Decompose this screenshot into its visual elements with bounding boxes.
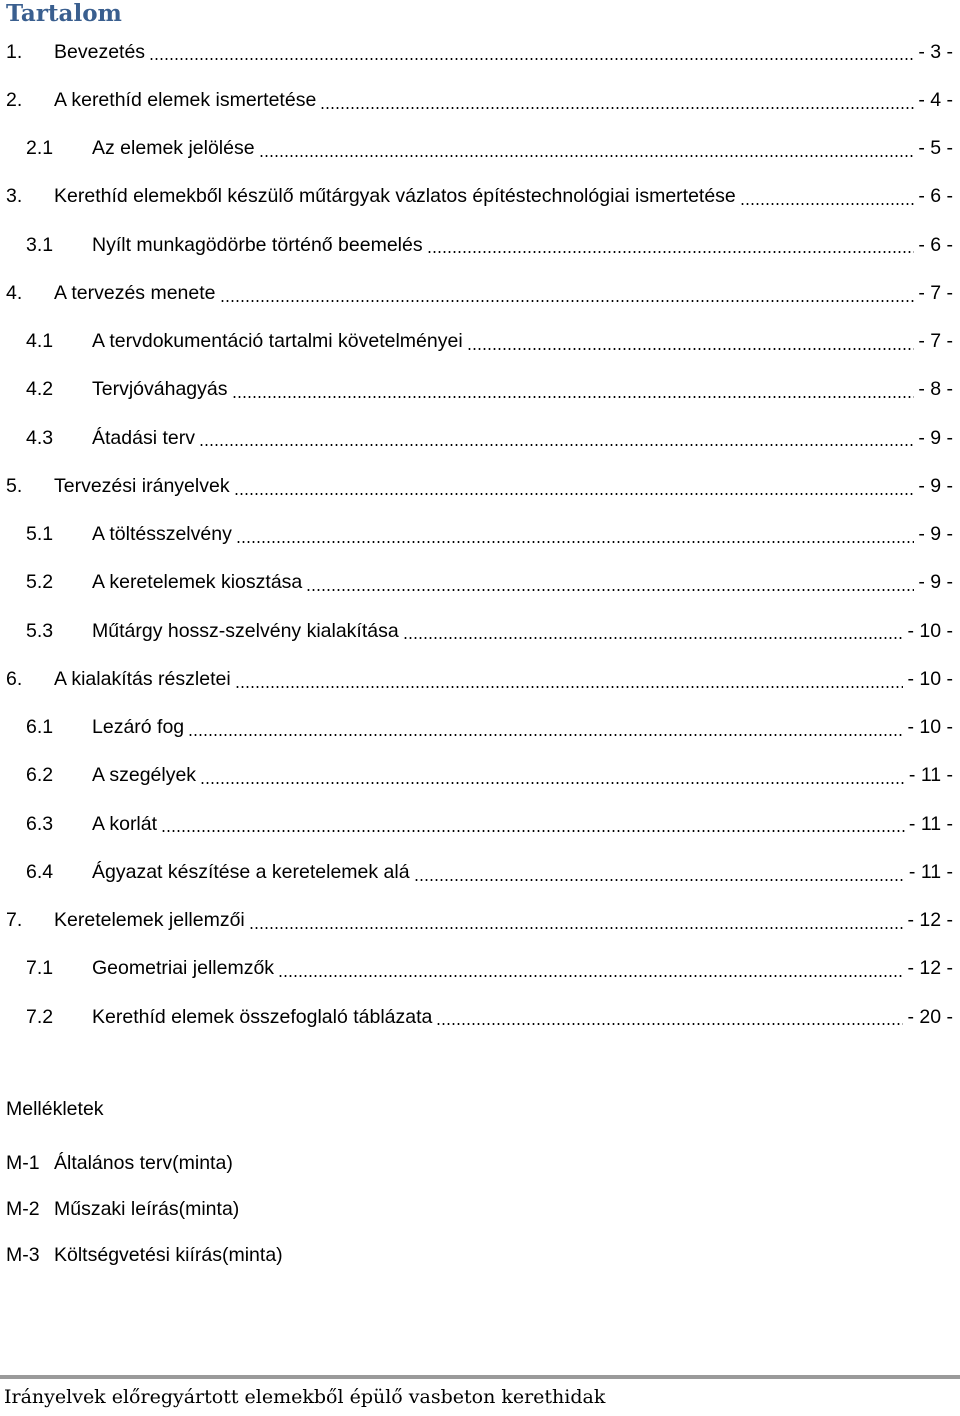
toc-entry[interactable] xyxy=(0,897,960,945)
toc-entry-number: 5.2 xyxy=(26,571,54,594)
toc-entry-number: 7.2 xyxy=(26,1005,54,1028)
toc-dot-leader xyxy=(235,670,904,690)
toc-entry-label: A kialakítás részletei xyxy=(54,667,231,690)
appendix-title: Mellékletek xyxy=(6,1098,104,1120)
toc-entry[interactable] xyxy=(0,511,960,559)
appendix-item xyxy=(6,1232,283,1278)
toc-entry-page: - 4 - xyxy=(918,88,953,111)
toc-entry-label: Nyílt munkagödörbe történő beemelés xyxy=(92,233,423,256)
toc-entry[interactable] xyxy=(0,993,960,1041)
footer-rule xyxy=(0,1375,960,1379)
appendix-item-label: Költségvetési kiírás(minta) xyxy=(54,1243,283,1266)
toc-entry[interactable] xyxy=(0,462,960,510)
toc-entry[interactable] xyxy=(0,269,960,317)
toc-entry-page: - 10 - xyxy=(907,619,953,642)
toc-entry-label: Geometriai jellemzők xyxy=(92,957,275,980)
toc-entry[interactable] xyxy=(0,318,960,366)
toc-entry-page: - 9 - xyxy=(918,523,953,546)
toc-entry-number: 6.4 xyxy=(26,860,54,883)
toc-dot-leader xyxy=(161,814,905,834)
toc-entry-page: - 12 - xyxy=(907,957,953,980)
toc-dot-leader xyxy=(467,332,915,352)
toc-entry-page: - 11 - xyxy=(908,764,953,787)
toc-entry-label: Tervezési irányelvek xyxy=(54,474,230,497)
toc-entry-page: - 6 - xyxy=(918,233,953,256)
appendix-item-code: M-3 xyxy=(6,1243,40,1266)
toc-entry-page: - 11 - xyxy=(908,812,953,835)
toc-dot-leader xyxy=(740,187,915,207)
appendix-item-label: Műszaki leírás(minta) xyxy=(54,1197,240,1220)
appendix-item xyxy=(6,1186,283,1232)
toc-entry[interactable] xyxy=(0,414,960,462)
toc-entry-label: Keretelemek jellemzői xyxy=(54,909,245,932)
toc-entry-page: - 12 - xyxy=(907,909,953,932)
appendix-item xyxy=(6,1140,283,1186)
toc-entry-label: Bevezetés xyxy=(54,40,146,63)
appendix-item-label: Általános terv(minta) xyxy=(54,1151,233,1174)
toc-entry[interactable] xyxy=(0,221,960,269)
toc-entry-number: 4. xyxy=(6,281,23,304)
toc-dot-leader xyxy=(414,863,905,883)
toc-entry-label: Lezáró fog xyxy=(92,716,185,739)
toc-entry-number: 2.1 xyxy=(26,137,54,160)
toc-title: Tartalom xyxy=(6,0,122,27)
toc-dot-leader xyxy=(149,42,914,62)
toc-entry[interactable] xyxy=(0,607,960,655)
toc-entry-label: A tervdokumentáció tartalmi követelményei xyxy=(92,330,463,353)
toc-dot-leader xyxy=(200,766,905,786)
toc-entry-label: Kerethíd elemek összefoglaló táblázata xyxy=(92,1005,433,1028)
toc-entry-number: 7.1 xyxy=(26,957,54,980)
toc-dot-leader xyxy=(436,1007,903,1027)
toc-entry-number: 1. xyxy=(6,40,23,63)
toc-dot-leader xyxy=(199,428,914,448)
toc-entry[interactable] xyxy=(0,800,960,848)
toc-entry-page: - 7 - xyxy=(918,281,953,304)
toc-entry-label: A korlát xyxy=(92,812,158,835)
toc-entry-number: 3. xyxy=(6,185,23,208)
toc-dot-leader xyxy=(320,91,914,111)
toc-entry[interactable] xyxy=(0,559,960,607)
toc-entry-label: Ágyazat készítése a keretelemek alá xyxy=(92,860,410,883)
toc-dot-leader xyxy=(306,573,914,593)
toc-entry-number: 4.3 xyxy=(26,426,54,449)
toc-dot-leader xyxy=(220,284,915,304)
toc-entry[interactable] xyxy=(0,173,960,221)
toc-entry-label: Az elemek jelölése xyxy=(92,137,255,160)
toc-entry-page: - 5 - xyxy=(918,137,953,160)
toc-entry[interactable] xyxy=(0,366,960,414)
toc-entry-label: A kerethíd elemek ismertetése xyxy=(54,88,317,111)
toc-entry-label: Műtárgy hossz-szelvény kialakítása xyxy=(92,619,399,642)
toc-entry-label: Átadási terv xyxy=(92,426,195,449)
toc-entry[interactable] xyxy=(0,848,960,896)
toc-dot-leader xyxy=(249,911,904,931)
toc-entry[interactable] xyxy=(0,28,960,76)
toc-entry[interactable] xyxy=(0,752,960,800)
toc-entry-number: 3.1 xyxy=(26,233,54,256)
toc-entry-page: - 6 - xyxy=(918,185,953,208)
toc-dot-leader xyxy=(259,139,915,159)
toc-dot-leader xyxy=(234,477,915,497)
appendix-item-code: M-2 xyxy=(6,1197,40,1220)
toc-dot-leader xyxy=(403,621,904,641)
toc-entry-number: 6.3 xyxy=(26,812,54,835)
toc-entry-label: A szegélyek xyxy=(92,764,197,787)
toc-entry-number: 5. xyxy=(6,474,23,497)
toc-entry-page: - 10 - xyxy=(907,716,953,739)
toc-entry-number: 2. xyxy=(6,88,23,111)
toc-entry[interactable] xyxy=(0,125,960,173)
toc-entry-label: A keretelemek kiosztása xyxy=(92,571,303,594)
toc-dot-leader xyxy=(232,380,915,400)
appendix-list xyxy=(6,1140,283,1278)
toc-entry-label: A töltésszelvény xyxy=(92,523,232,546)
toc-entry-number: 6. xyxy=(6,667,23,690)
toc-entry-page: - 9 - xyxy=(918,474,953,497)
toc-entry-page: - 11 - xyxy=(908,860,953,883)
toc-entry-number: 4.2 xyxy=(26,378,54,401)
toc-entry-page: - 7 - xyxy=(918,330,953,353)
toc-dot-leader xyxy=(278,959,903,979)
toc-entry-page: - 8 - xyxy=(918,378,953,401)
toc-entry-label: A tervezés menete xyxy=(54,281,216,304)
toc-entry-number: 5.3 xyxy=(26,619,54,642)
toc-dot-leader xyxy=(236,525,915,545)
toc-entry-number: 5.1 xyxy=(26,523,54,546)
toc-entry-page: - 10 - xyxy=(907,667,953,690)
toc-entry-number: 6.2 xyxy=(26,764,54,787)
toc-entry[interactable] xyxy=(0,704,960,752)
toc-entry-page: - 20 - xyxy=(907,1005,953,1028)
toc-entry[interactable] xyxy=(0,655,960,703)
toc-list xyxy=(0,28,960,1041)
toc-entry[interactable] xyxy=(0,945,960,993)
toc-entry-label: Kerethíd elemekből készülő műtárgyak vázlatos építéstechnológiai ismertetése xyxy=(54,185,736,208)
toc-entry[interactable] xyxy=(0,76,960,124)
toc-entry-number: 4.1 xyxy=(26,330,54,353)
toc-entry-number: 7. xyxy=(6,909,23,932)
toc-dot-leader xyxy=(427,235,915,255)
toc-entry-page: - 3 - xyxy=(918,40,953,63)
toc-entry-label: Tervjóváhagyás xyxy=(92,378,228,401)
toc-dot-leader xyxy=(188,718,903,738)
toc-entry-number: 6.1 xyxy=(26,716,54,739)
toc-entry-page: - 9 - xyxy=(918,571,953,594)
toc-entry-page: - 9 - xyxy=(918,426,953,449)
appendix-item-code: M-1 xyxy=(6,1151,40,1174)
footer-text: Irányelvek előregyártott elemekből épülő vasbeton kerethidak xyxy=(4,1386,606,1408)
